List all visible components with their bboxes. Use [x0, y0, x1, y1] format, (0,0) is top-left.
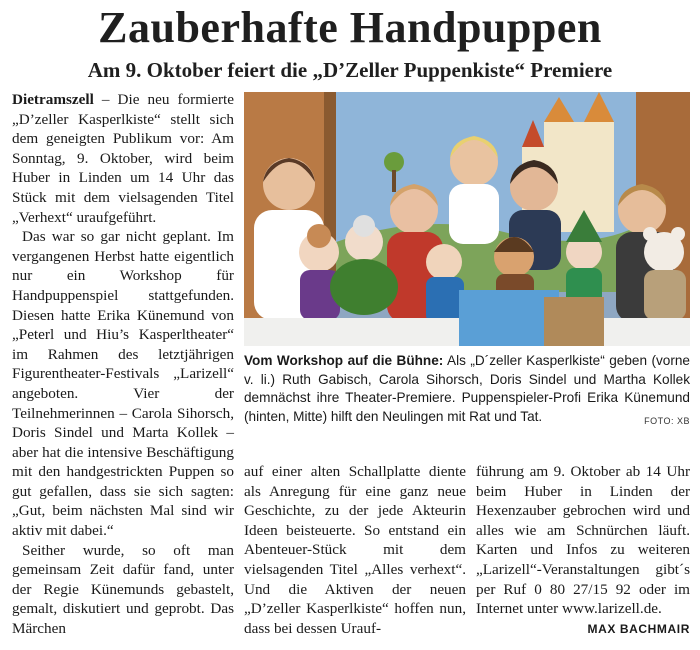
caption-lead: Vom Workshop auf die Bühne:	[244, 353, 444, 368]
subheadline: Am 9. Oktober feiert die „D’Zeller Puppenkiste“ Premiere	[87, 58, 613, 82]
puppeteers-photo-illustration	[244, 92, 690, 346]
paragraph-3: Seither wurde, so oft man gemeinsam Zeit dafür fand, unter der Regie Künemunds gebastelt, gemalt, diskutiert und geprobt. Das Märchen	[12, 541, 234, 638]
author-byline: MAX BACHMAIR	[587, 621, 690, 636]
article-column-1	[12, 90, 234, 639]
photo-caption	[244, 352, 690, 430]
article-photo	[244, 92, 690, 346]
article-column-3	[476, 462, 690, 639]
headline: Zauberhafte Handpuppen	[98, 3, 602, 52]
column-3-text: führung am 9. Oktober ab 14 Uhr beim Huber in Linden der Hexenzauber gebrochen wird und alles wie am Schnürchen läuft. Karten und Infos zu weiteren „Larizell“-Veranstaltungen gibt´s per Ruf 0 80 27/15 92 oder im Internet unter www.larizell.de.	[476, 463, 690, 618]
paragraph-2: Das war so gar nicht geplant. Im vergangenen Herbst hatte eigentlich nur ein Workshop für Handpuppenspiel stattgefunden. Diesen hatte Erika Künemund von „Peterl und Hiu’s Kasperltheater“ im Rahmen des letztjährigen Figurentheater-Festivals „Larizell“ angeboten. Vier der Teilnehmerinnen – Carola Sihorsch, Doris Sindel und Marta Kollek – aber hat die intensive Beschäftigung mit den handgestrickten Puppen so gut gefallen, dass sie sich sagten: „Gut, beim nächsten Mal sind wir aktiv mit dabei.“	[12, 228, 234, 540]
column-2-text: auf einer alten Schallplatte diente als Anregung für eine ganz neue Geschichte, zu der jede Akteurin Ideen beisteuerte. So entstand ein Abenteuer-Stück mit dem vielsagenden Titel „Alles verhext“. Und die Aktiven der neuen „D’zeller Kasperlkiste“ hoffen nun, dass bei dessen Urauf-	[244, 463, 466, 637]
article-column-2	[244, 462, 466, 638]
caption-text: Als „D´zeller Kasperlkiste“ geben (vorne v. li.) Ruth Gabisch, Carola Sihorsch, Doris Sindel und Martha Kollek demnächst ihre Theater-Premiere. Puppenspieler-Profi Erika Künemund (hinten, Mitte) hilft den Neulingen mit Rat und Tat.	[244, 353, 690, 424]
photo-credit: FOTO: XB	[644, 415, 690, 426]
dateline: Dietramszell	[12, 91, 94, 108]
paragraph-1-text: – Die neu formierte „D’zeller Kasperlkiste“ stellt sich dem geneigten Publikum vor: Am Sonntag, 9. Oktober, wird beim Huber in Linden um 14 Uhr das Stück mit dem vielsagenden Titel „Verhext“ uraufgeführt.	[12, 91, 234, 226]
paragraph-1	[12, 90, 234, 227]
